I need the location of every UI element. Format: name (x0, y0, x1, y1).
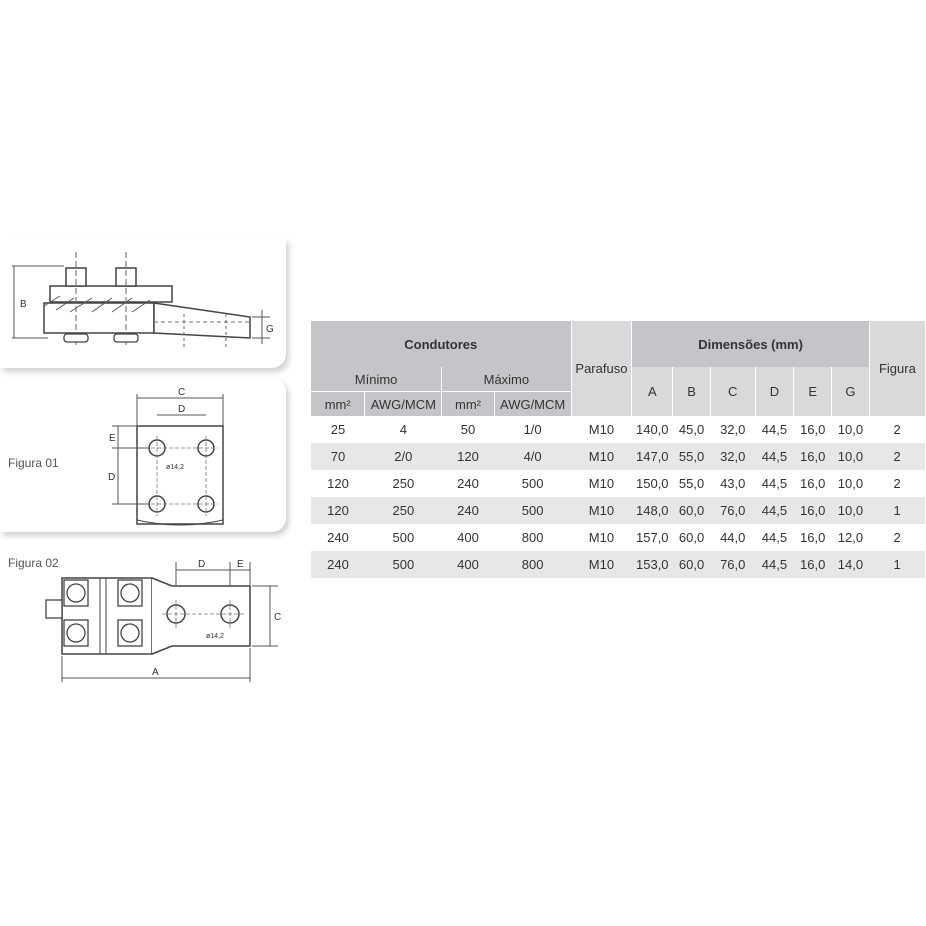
header-maximo: Máximo (442, 367, 571, 392)
header-max-mm2: mm² (442, 392, 495, 417)
cell-min-awg: 2/0 (365, 443, 442, 470)
header-dim-d: D (755, 367, 794, 416)
cell-dim-e: 16,0 (794, 551, 832, 578)
cell-figure: 2 (893, 422, 901, 437)
fig2-dim-e-label: E (237, 559, 244, 570)
header-max-awg: AWG/MCM (494, 392, 571, 417)
figure-01-drawing (100, 382, 250, 532)
cell-min-mm2: 25 (330, 422, 346, 437)
cell-min-mm2: 120 (311, 497, 365, 524)
cell-max-mm2: 400 (457, 530, 479, 545)
cell-max-awg: 800 (521, 530, 544, 545)
cell-dim-e: 16,0 (794, 497, 832, 524)
table-header-row-1 (311, 321, 925, 367)
cell-dim-e: 16,0 (800, 422, 826, 437)
spec-table (311, 321, 925, 578)
figure-01-label: Figura 01 (8, 456, 59, 470)
cell-figure: 2 (869, 443, 925, 470)
cell-min-awg: 500 (392, 530, 415, 545)
cell-dim-c: 32,0 (710, 443, 755, 470)
cell-figure: 1 (869, 497, 925, 524)
cell-dim-d: 44,5 (761, 422, 788, 437)
cell-dim-a: 147,0 (632, 443, 673, 470)
cell-dim-b: 60,0 (678, 530, 705, 545)
fig2-dim-d-label: D (198, 559, 206, 570)
cell-min-awg: 250 (392, 476, 415, 491)
cell-dim-e: 16,0 (800, 476, 826, 491)
cell-max-awg: 800 (494, 551, 571, 578)
fig1-dim-d-top-label: D (178, 404, 186, 415)
header-dim-a: A (632, 367, 673, 416)
cell-dim-b: 45,0 (678, 422, 705, 437)
table-row (311, 497, 925, 524)
cell-dim-c: 32,0 (720, 422, 746, 437)
fig2-hole-label: ø14,2 (206, 633, 224, 640)
dim-g-label: G (266, 324, 274, 335)
cell-dim-b: 55,0 (678, 476, 705, 491)
header-min-awg: AWG/MCM (365, 392, 442, 417)
cell-dim-d: 44,5 (755, 551, 794, 578)
cell-max-awg: 500 (494, 497, 571, 524)
table-row (311, 416, 925, 443)
cell-dim-g: 10,0 (832, 497, 870, 524)
cell-dim-d: 44,5 (761, 530, 788, 545)
cell-dim-b: 55,0 (673, 443, 711, 470)
cell-min-mm2: 240 (311, 551, 365, 578)
cell-max-mm2: 50 (460, 422, 476, 437)
cell-bolt: M10 (571, 551, 632, 578)
cell-bolt: M10 (588, 530, 615, 545)
cell-max-mm2: 400 (442, 551, 495, 578)
cell-dim-g: 10,0 (832, 443, 870, 470)
cell-dim-g: 10,0 (837, 422, 864, 437)
table-row (311, 443, 925, 470)
cell-figure: 2 (893, 476, 901, 491)
cell-dim-c: 76,0 (710, 551, 755, 578)
header-dim-e: E (794, 367, 832, 416)
cell-min-mm2: 240 (327, 530, 349, 545)
header-min-mm2: mm² (311, 392, 365, 417)
fig2-dim-c-label: C (274, 612, 282, 623)
cell-dim-a: 148,0 (632, 497, 673, 524)
cell-dim-g: 14,0 (832, 551, 870, 578)
cell-dim-g: 10,0 (837, 476, 864, 491)
cell-bolt: M10 (588, 422, 615, 437)
side-view-drawing (0, 240, 290, 360)
fig1-dim-e-label: E (109, 433, 116, 444)
cell-dim-c: 44,0 (720, 530, 746, 545)
header-minimo: Mínimo (311, 367, 442, 392)
header-condutores: Condutores (311, 321, 571, 367)
cell-max-awg: 4/0 (494, 443, 571, 470)
cell-dim-a: 153,0 (632, 551, 673, 578)
header-figura: Figura (869, 321, 925, 416)
dim-b-label: B (20, 299, 27, 310)
fig1-dim-c-label: C (178, 387, 186, 398)
cell-dim-d: 44,5 (755, 497, 794, 524)
fig1-dim-d-side-label: D (108, 472, 116, 483)
header-dim-b: B (673, 367, 711, 416)
cell-min-mm2: 70 (311, 443, 365, 470)
cell-dim-g: 12,0 (837, 530, 864, 545)
fig2-dim-a-label: A (152, 667, 159, 678)
cell-dim-a: 157,0 (636, 530, 669, 545)
table-row (311, 470, 925, 497)
cell-dim-c: 76,0 (710, 497, 755, 524)
header-parafuso: Parafuso (571, 321, 632, 416)
table-row (311, 551, 925, 578)
cell-dim-e: 16,0 (800, 530, 826, 545)
cell-dim-a: 150,0 (636, 476, 669, 491)
cell-bolt: M10 (571, 443, 632, 470)
cell-min-awg: 250 (365, 497, 442, 524)
cell-min-awg: 500 (365, 551, 442, 578)
figure-02-label: Figura 02 (8, 556, 59, 570)
cell-bolt: M10 (571, 497, 632, 524)
cell-dim-b: 60,0 (673, 497, 711, 524)
cell-max-awg: 1/0 (523, 422, 542, 437)
cell-dim-c: 43,0 (720, 476, 746, 491)
cell-dim-d: 44,5 (761, 476, 788, 491)
cell-figure: 2 (893, 530, 901, 545)
cell-dim-b: 60,0 (673, 551, 711, 578)
cell-dim-a: 140,0 (636, 422, 669, 437)
cell-dim-e: 16,0 (794, 443, 832, 470)
fig1-hole-label: ø14,2 (166, 464, 184, 471)
cell-bolt: M10 (588, 476, 615, 491)
header-dimensoes: Dimensões (mm) (632, 321, 869, 367)
cell-max-awg: 500 (521, 476, 544, 491)
cell-max-mm2: 240 (457, 476, 479, 491)
table-row (311, 524, 925, 551)
cell-figure: 1 (869, 551, 925, 578)
cell-min-mm2: 120 (327, 476, 349, 491)
cell-min-awg: 4 (399, 422, 407, 437)
header-dim-c: C (710, 367, 755, 416)
cell-max-mm2: 240 (442, 497, 495, 524)
cell-max-mm2: 120 (442, 443, 495, 470)
figure-02-drawing (38, 558, 288, 684)
cell-dim-d: 44,5 (755, 443, 794, 470)
header-dim-g: G (832, 367, 870, 416)
